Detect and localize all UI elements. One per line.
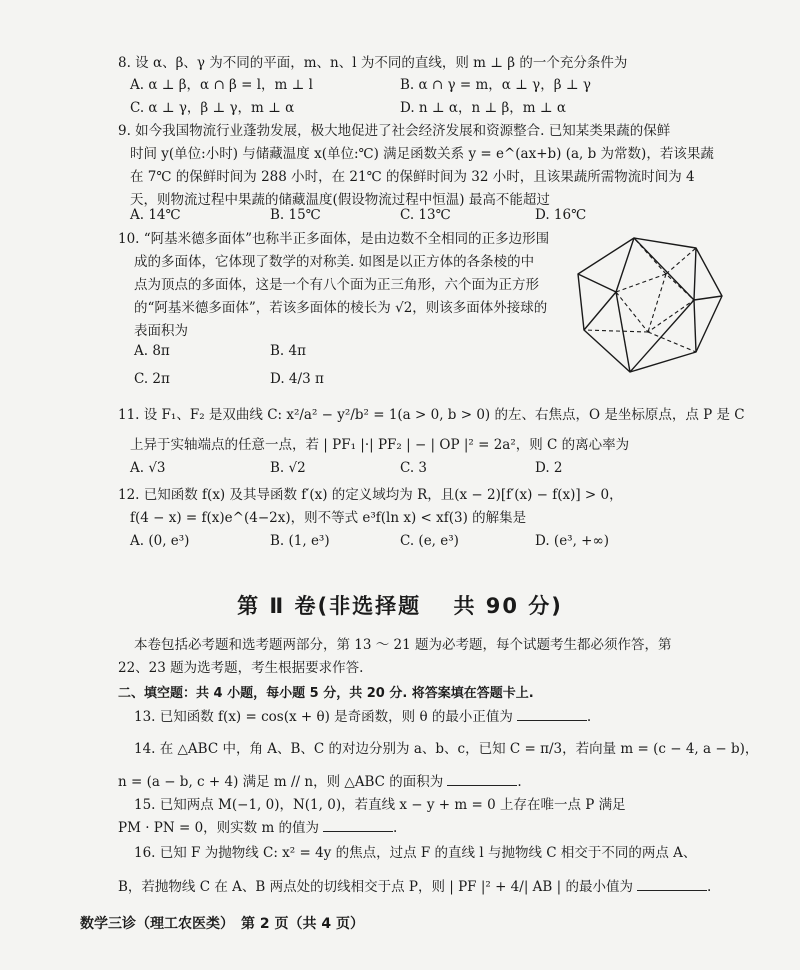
section-2-intro-1: 本卷包括必考题和选考题两部分，第 13 ～ 21 题为必考题，每个试题考生都必须作答，第 (134, 637, 672, 653)
q8-option-b: B. α ∩ γ = m，α ⊥ γ，β ⊥ γ (400, 77, 591, 93)
q12-option-a: A. (0, e³) (130, 533, 190, 549)
q10-line-3: 点为顶点的多面体，这是一个有八个面为正三角形，六个面为正方形 (134, 277, 539, 293)
q11-line-2: 上异于实轴端点的任意一点，若 | PF₁ |·| PF₂ | − | OP |² = 2a²，则 C 的离心率为 (130, 437, 630, 453)
q11-option-b: B. √2 (270, 460, 306, 476)
q12-line-2: f(4 − x) = f(x)e^(4−2x)，则不等式 e³f(ln x) < xf(3) 的解集是 (130, 510, 527, 526)
fill-blank-heading: 二、填空题：共 4 小题，每小题 5 分，共 20 分. 将答案填在答题卡上. (118, 686, 534, 701)
q9-line-3: 在 7℃ 的保鲜时间为 288 小时，在 21℃ 的保鲜时间为 32 小时，且该果蔬所需物流时间为 4 (130, 169, 695, 185)
cuboctahedron-figure (576, 234, 726, 376)
q14-line-2: n = (a − b, c + 4) 满足 m // n，则 △ABC 的面积为 . (118, 774, 522, 790)
q11-line-1: 11. 设 F₁、F₂ 是双曲线 C: x²/a² − y²/b² = 1(a > 0, b > 0) 的左、右焦点，O 是坐标原点，点 P 是 C (118, 407, 745, 423)
q15-line-1: 15. 已知两点 M(−1, 0)，N(1, 0)，若直线 x − y + m = 0 上存在唯一点 P 满足 (134, 797, 626, 813)
q10-option-b: B. 4π (270, 343, 306, 359)
q8-option-d: D. n ⊥ α，n ⊥ β，m ⊥ α (400, 100, 566, 116)
q10-line-5: 表面积为 (134, 323, 188, 339)
q9-option-d: D. 16℃ (535, 207, 587, 223)
q8-option-a: A. α ⊥ β，α ∩ β = l，m ⊥ l (130, 77, 313, 93)
section-2-intro-2: 22、23 题为选考题，考生根据要求作答. (118, 660, 364, 676)
q9-line-4: 天，则物流过程中果蔬的储藏温度(假设物流过程中恒温) 最高不能超过 (130, 192, 550, 208)
q12-option-c: C. (e, e³) (400, 533, 459, 549)
q14-line-1: 14. 在 △ABC 中，角 A、B、C 的对边分别为 a、b、c，已知 C = π/3，若向量 m = (c − 4, a − b)， (134, 741, 759, 757)
q15-stem: PM · PN = 0，则实数 m 的值为 (118, 820, 320, 836)
q13-text: 13. 已知函数 f(x) = cos(x + θ) 是奇函数，则 θ 的最小正值为 . (134, 709, 592, 725)
section-2-title: 第 Ⅱ 卷(非选择题 共 90 分) (237, 594, 563, 618)
q16-answer-blank (637, 878, 707, 891)
q9-option-a: A. 14℃ (130, 207, 181, 223)
page-footer: 数学三诊（理工农医类） 第 2 页（共 4 页） (80, 916, 364, 932)
q12-option-d: D. (e³, +∞) (535, 533, 609, 549)
q13-stem: 13. 已知函数 f(x) = cos(x + θ) 是奇函数，则 θ 的最小正值为 (134, 709, 513, 725)
q15-answer-blank (323, 819, 393, 832)
q16-stem: B，若抛物线 C 在 A、B 两点处的切线相交于点 P，则 | PF |² + 4/| AB | 的最小值为 (118, 879, 633, 895)
q9-option-c: C. 13℃ (400, 207, 451, 223)
q10-option-a: A. 8π (134, 343, 170, 359)
q10-option-d: D. 4/3 π (270, 371, 324, 387)
q11-option-d: D. 2 (535, 460, 563, 476)
q10-option-c: C. 2π (134, 371, 170, 387)
q10-line-2: 成的多面体，它体现了数学的对称美. 如图是以正方体的各条棱的中 (134, 254, 535, 270)
q10-line-4: 的“阿基米德多面体”，若该多面体的棱长为 √2，则该多面体外接球的 (134, 300, 548, 316)
q10-line-1: 10. “阿基米德多面体”也称半正多面体，是由边数不全相同的正多边形围 (118, 231, 550, 247)
q12-option-b: B. (1, e³) (270, 533, 330, 549)
q8-stem: 8. 设 α、β、γ 为不同的平面，m、n、l 为不同的直线，则 m ⊥ β 的一个充分条件为 (118, 55, 628, 71)
q16-line-2: B，若抛物线 C 在 A、B 两点处的切线相交于点 P，则 | PF |² + 4/| AB | 的最小值为 . (118, 879, 712, 895)
q14-stem: n = (a − b, c + 4) 满足 m // n，则 △ABC 的面积为 (118, 774, 444, 790)
q9-option-b: B. 15℃ (270, 207, 321, 223)
q9-line-1: 9. 如今我国物流行业蓬勃发展，极大地促进了社会经济发展和资源整合. 已知某类果蔬的保鲜 (118, 123, 671, 139)
q15-line-2: PM · PN = 0，则实数 m 的值为 . (118, 820, 398, 836)
q11-option-c: C. 3 (400, 460, 428, 476)
q16-line-1: 16. 已知 F 为抛物线 C: x² = 4y 的焦点，过点 F 的直线 l 与抛物线 C 相交于不同的两点 A、 (134, 845, 697, 861)
q12-line-1: 12. 已知函数 f(x) 及其导函数 f′(x) 的定义域均为 R，且(x − 2)[f′(x) − f(x)] > 0， (118, 487, 623, 503)
q9-line-2: 时间 y(单位:小时) 与储藏温度 x(单位:℃) 满足函数关系 y = e^(ax+b) (a, b 为常数)，若该果蔬 (130, 146, 714, 162)
q13-answer-blank (517, 708, 587, 721)
q8-option-c: C. α ⊥ γ，β ⊥ γ，m ⊥ α (130, 100, 295, 116)
q14-answer-blank (447, 773, 517, 786)
q11-option-a: A. √3 (130, 460, 166, 476)
